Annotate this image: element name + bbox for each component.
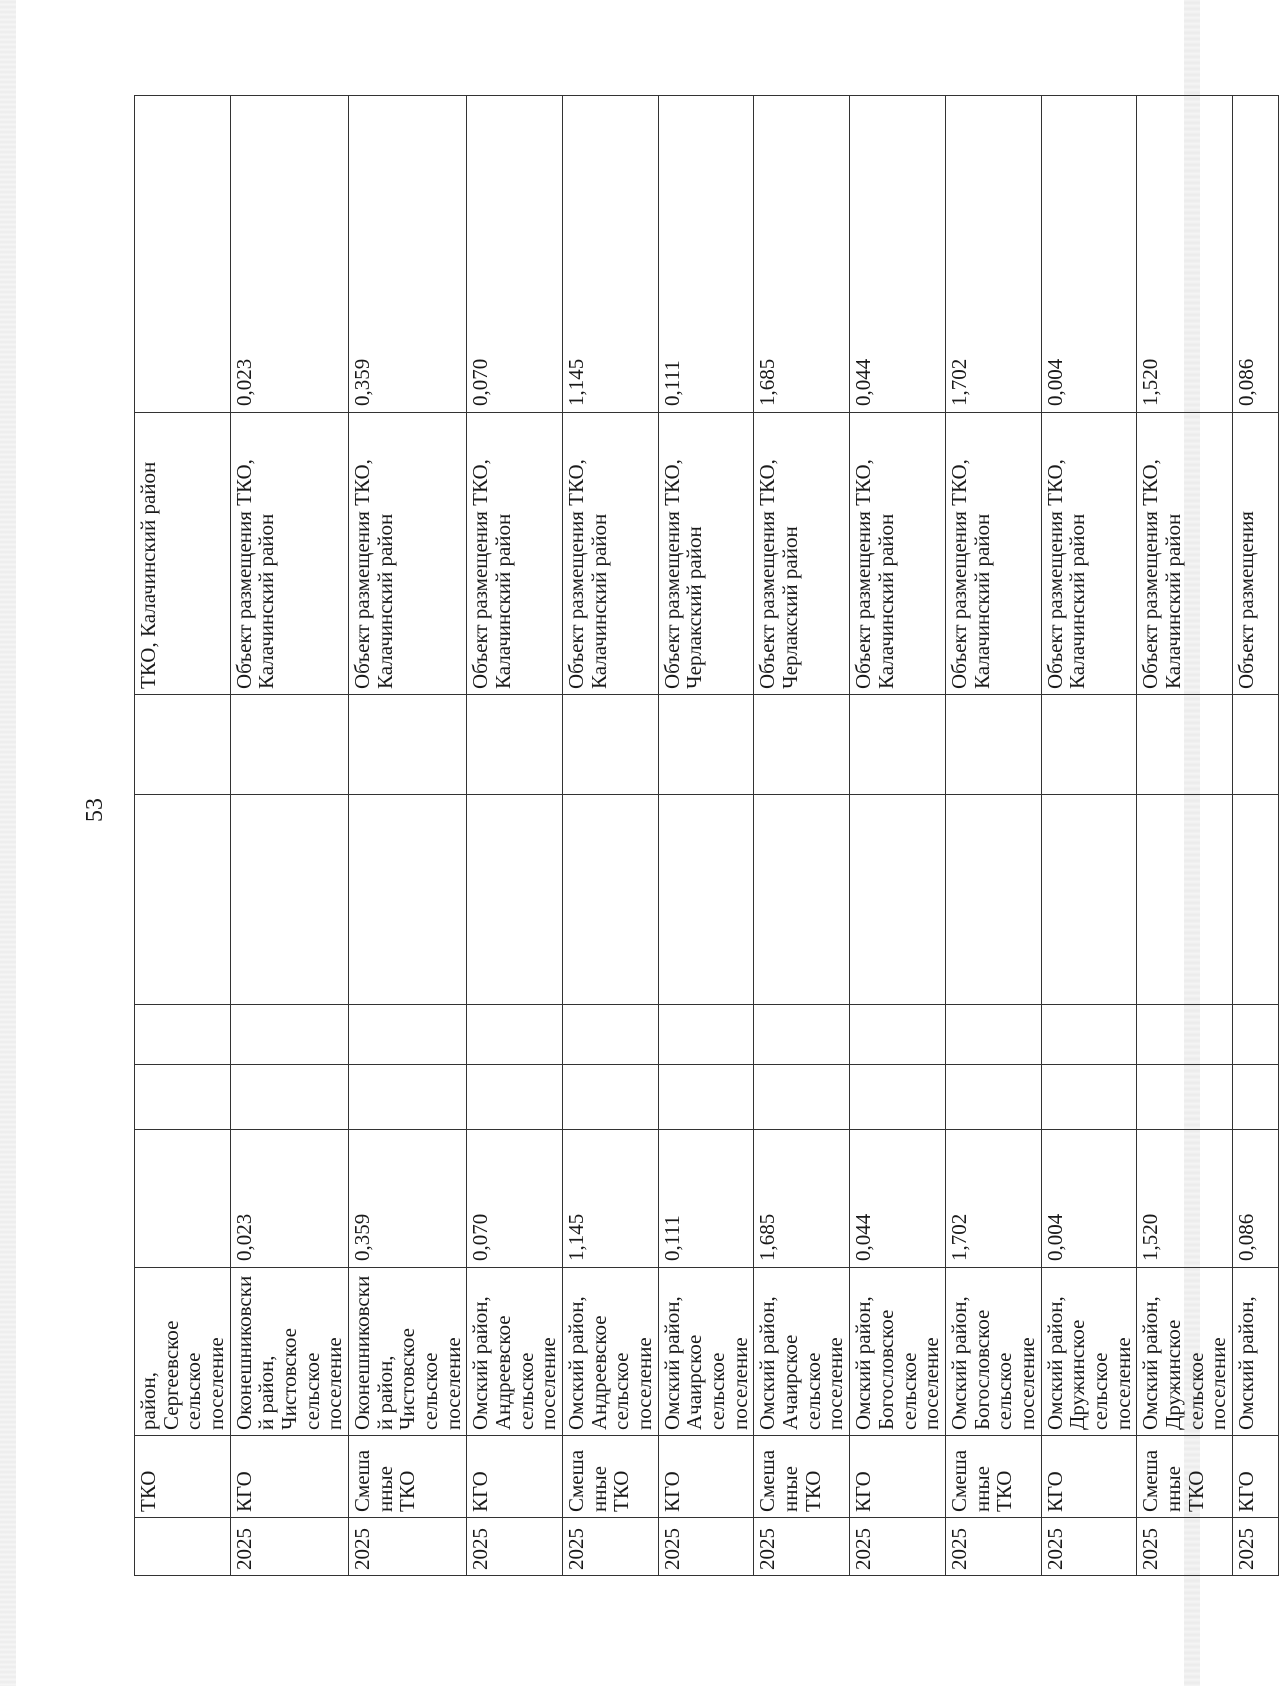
cell-empty (467, 695, 563, 795)
cell-waste-type: ТКО (135, 1436, 231, 1518)
cell-empty (230, 1005, 348, 1065)
cell-empty (850, 795, 946, 1005)
table-row (230, 96, 348, 1576)
cell-destination: Объект размещения ТКО, Калачинский район (563, 413, 659, 695)
cell-empty (563, 795, 659, 1005)
cell-amount: 1,145 (563, 96, 659, 413)
cell-destination: Объект размещения ТКО, Калачинский район (1041, 413, 1137, 695)
cell-year: 2025 (349, 1518, 467, 1576)
cell-year: 2025 (467, 1518, 563, 1576)
cell-empty (1232, 795, 1278, 1005)
cell-year: 2025 (1041, 1518, 1137, 1576)
table-row (349, 96, 467, 1576)
cell-year: 2025 (563, 1518, 659, 1576)
cell-year (135, 1518, 231, 1576)
cell-source-area: Оконешниковский район, Чистовское сельское поселение (349, 1268, 467, 1436)
cell-destination: ТКО, Калачинский район (135, 413, 231, 695)
cell-empty (1041, 795, 1137, 1005)
cell-amount: 1,702 (945, 96, 1041, 413)
cell-amount: 0,044 (850, 96, 946, 413)
cell-waste-type: КГО (850, 1436, 946, 1518)
cell-empty (135, 1005, 231, 1065)
cell-empty (563, 1065, 659, 1130)
table-row (1041, 96, 1137, 1576)
cell-empty (1232, 695, 1278, 795)
cell-volume: 0,359 (349, 1130, 467, 1268)
cell-waste-type: КГО (1041, 1436, 1137, 1518)
table-row (1232, 96, 1278, 1576)
rotated-table-wrapper (134, 96, 1258, 1576)
cell-empty (658, 1065, 754, 1130)
cell-amount: 1,520 (1137, 96, 1233, 413)
cell-source-area: Омский район, Андреевское сельское поселение (563, 1268, 659, 1436)
cell-waste-type: КГО (658, 1436, 754, 1518)
cell-volume: 0,070 (467, 1130, 563, 1268)
cell-empty (230, 695, 348, 795)
cell-empty (1137, 795, 1233, 1005)
cell-year: 2025 (1232, 1518, 1278, 1576)
cell-empty (349, 1005, 467, 1065)
cell-volume: 0,044 (850, 1130, 946, 1268)
cell-destination: Объект размещения (1232, 413, 1278, 695)
cell-year: 2025 (754, 1518, 850, 1576)
cell-source-area: Омский район, Ачаирское сельское поселение (658, 1268, 754, 1436)
cell-waste-type: КГО (1232, 1436, 1278, 1518)
cell-empty (349, 695, 467, 795)
page-number: 53 (82, 798, 108, 822)
cell-empty (1232, 1065, 1278, 1130)
cell-empty (349, 795, 467, 1005)
table-row (467, 96, 563, 1576)
table-row (1137, 96, 1233, 1576)
table-row-header-continuation (135, 96, 231, 1576)
cell-empty (1041, 1065, 1137, 1130)
cell-empty (850, 1065, 946, 1130)
cell-amount: 0,111 (658, 96, 754, 413)
table-row (563, 96, 659, 1576)
cell-waste-type: Смешанные ТКО (945, 1436, 1041, 1518)
cell-empty (754, 695, 850, 795)
cell-empty (135, 795, 231, 1005)
cell-volume: 0,086 (1232, 1130, 1278, 1268)
cell-waste-type: Смешанные ТКО (349, 1436, 467, 1518)
cell-empty (658, 795, 754, 1005)
cell-waste-type: Смешанные ТКО (563, 1436, 659, 1518)
cell-source-area: Омский район, Дружинское сельское поселение (1137, 1268, 1233, 1436)
cell-amount: 0,070 (467, 96, 563, 413)
cell-empty (1041, 1005, 1137, 1065)
cell-empty (945, 1005, 1041, 1065)
cell-source-area: Омский район, Богословское сельское поселение (850, 1268, 946, 1436)
cell-empty (850, 1005, 946, 1065)
cell-empty (1137, 1005, 1233, 1065)
cell-volume: 0,023 (230, 1130, 348, 1268)
cell-empty (467, 1065, 563, 1130)
waste-flow-table (134, 95, 1279, 1576)
cell-empty (850, 695, 946, 795)
cell-empty (1041, 695, 1137, 795)
cell-amount: 0,023 (230, 96, 348, 413)
cell-empty (563, 1005, 659, 1065)
cell-source-area: Омский район, Андреевское сельское поселение (467, 1268, 563, 1436)
cell-amount: 0,004 (1041, 96, 1137, 413)
cell-empty (754, 1005, 850, 1065)
cell-empty (945, 795, 1041, 1005)
table-body (135, 96, 1279, 1576)
scan-edge-left (0, 0, 16, 1686)
cell-amount: 1,685 (754, 96, 850, 413)
cell-empty (754, 1065, 850, 1130)
cell-volume: 1,145 (563, 1130, 659, 1268)
cell-destination: Объект размещения ТКО, Калачинский район (467, 413, 563, 695)
cell-source-area: район, Сергеевское сельское поселение (135, 1268, 231, 1436)
cell-source-area: Омский район, Богословское сельское поселение (945, 1268, 1041, 1436)
cell-waste-type: Смешанные ТКО (754, 1436, 850, 1518)
cell-source-area: Оконешниковский район, Чистовское сельское поселение (230, 1268, 348, 1436)
cell-destination: Объект размещения ТКО, Калачинский район (850, 413, 946, 695)
table-row (658, 96, 754, 1576)
cell-empty (563, 695, 659, 795)
cell-year: 2025 (658, 1518, 754, 1576)
cell-volume: 1,702 (945, 1130, 1041, 1268)
cell-waste-type: КГО (230, 1436, 348, 1518)
cell-waste-type: Смешанные ТКО (1137, 1436, 1233, 1518)
table-row (945, 96, 1041, 1576)
cell-amount: 0,086 (1232, 96, 1278, 413)
cell-empty (658, 1005, 754, 1065)
cell-volume: 0,111 (658, 1130, 754, 1268)
cell-year: 2025 (945, 1518, 1041, 1576)
cell-empty (754, 795, 850, 1005)
cell-source-area: Омский район, Ачаирское сельское поселение (754, 1268, 850, 1436)
cell-volume (135, 1130, 231, 1268)
cell-destination: Объект размещения ТКО, Черлакский район (658, 413, 754, 695)
cell-empty (467, 1005, 563, 1065)
cell-volume: 1,520 (1137, 1130, 1233, 1268)
cell-empty (1232, 1005, 1278, 1065)
cell-destination: Объект размещения ТКО, Калачинский район (1137, 413, 1233, 695)
cell-empty (230, 795, 348, 1005)
cell-year: 2025 (230, 1518, 348, 1576)
cell-year: 2025 (850, 1518, 946, 1576)
cell-empty (1137, 1065, 1233, 1130)
table-row (754, 96, 850, 1576)
cell-empty (658, 695, 754, 795)
cell-empty (945, 1065, 1041, 1130)
cell-empty (135, 1065, 231, 1130)
cell-empty (945, 695, 1041, 795)
cell-waste-type: КГО (467, 1436, 563, 1518)
cell-volume: 1,685 (754, 1130, 850, 1268)
cell-year: 2025 (1137, 1518, 1233, 1576)
cell-destination: Объект размещения ТКО, Калачинский район (230, 413, 348, 695)
cell-empty (135, 695, 231, 795)
cell-destination: Объект размещения ТКО, Черлакский район (754, 413, 850, 695)
cell-empty (230, 1065, 348, 1130)
table-row (850, 96, 946, 1576)
cell-destination: Объект размещения ТКО, Калачинский район (945, 413, 1041, 695)
cell-destination: Объект размещения ТКО, Калачинский район (349, 413, 467, 695)
cell-source-area: Омский район, Дружинское сельское поселение (1041, 1268, 1137, 1436)
cell-empty (467, 795, 563, 1005)
cell-volume: 0,004 (1041, 1130, 1137, 1268)
cell-source-area: Омский район, (1232, 1268, 1278, 1436)
cell-empty (1137, 695, 1233, 795)
cell-amount: 0,359 (349, 96, 467, 413)
cell-amount (135, 96, 231, 413)
cell-empty (349, 1065, 467, 1130)
